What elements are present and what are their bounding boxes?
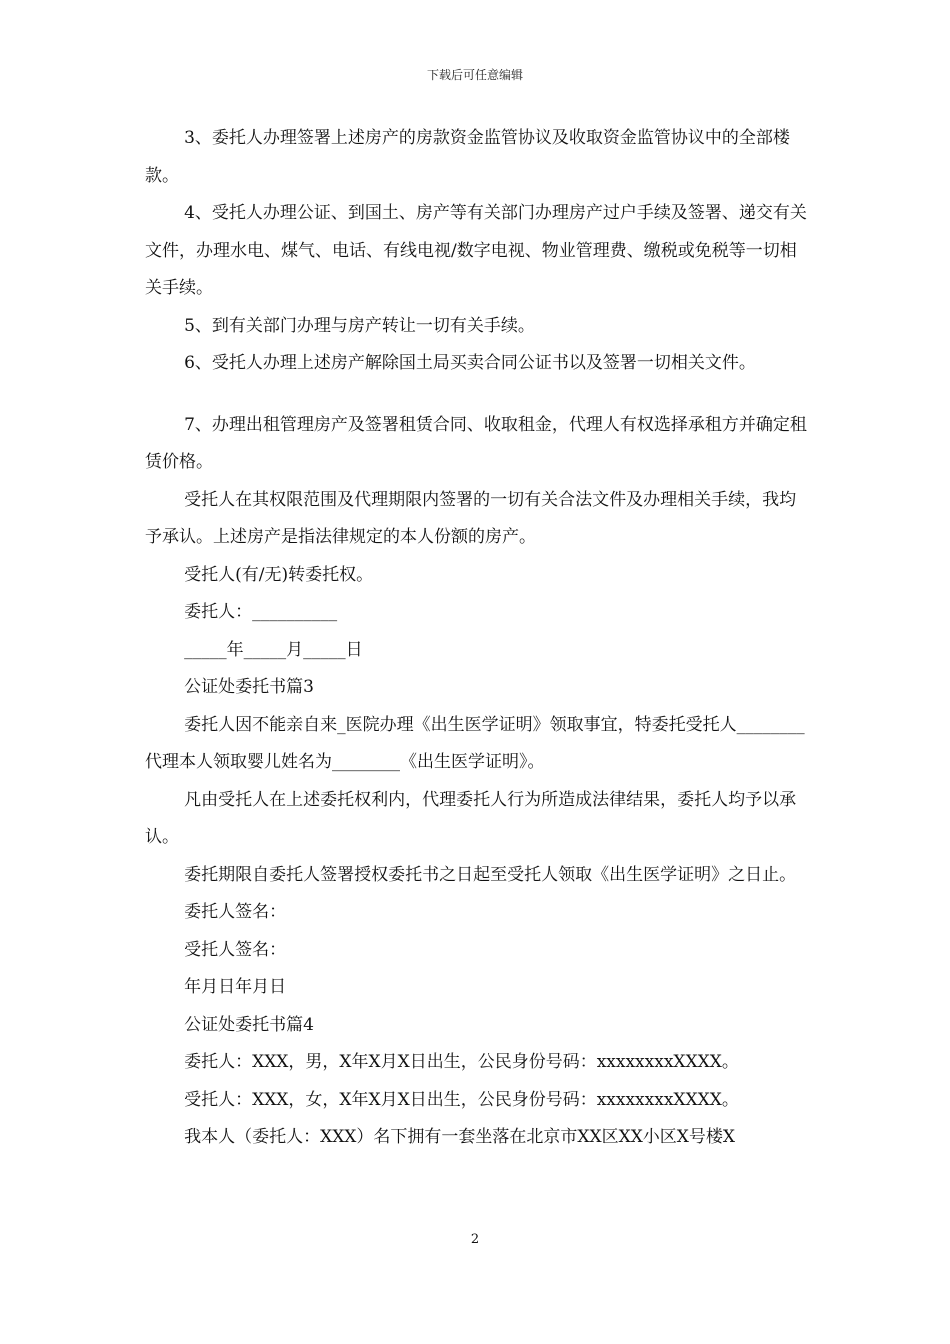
- paragraph-item-7: 7、办理出租管理房产及签署租赁合同、收取租金，代理人有权选择承租方并确定租赁价格。: [145, 414, 807, 472]
- section-title-4: 公证处委托书篇4: [184, 1014, 314, 1035]
- signature-agent: 受托人签名：: [184, 939, 287, 960]
- paragraph-item-6: 6、受托人办理上述房产解除国土局买卖合同公证书以及签署一切相关文件。: [184, 353, 756, 373]
- agent-info: 受托人：XXX，女，X年X月X日出生，公民身份号码：xxxxxxxxXXXX。: [184, 1089, 739, 1110]
- paragraph-item-5: 5、到有关部门办理与房产转让一切有关手续。: [184, 315, 535, 336]
- paragraph-property: 我本人（委托人：XXX）名下拥有一套坐落在北京市XX区XX小区X号楼X: [184, 1127, 736, 1147]
- date-line: _____年_____月_____日: [184, 639, 363, 660]
- paragraph-item-3: 3、委托人办理签署上述房产的房款资金监管协议及收取资金监管协议中的全部楼款。: [145, 128, 790, 186]
- paragraph-term: 委托期限自委托人签署授权委托书之日起至受托人领取《出生医学证明》之日止。: [184, 864, 797, 885]
- signature-line-principal: 委托人：__________: [184, 602, 338, 622]
- page-header: 下载后可任意编辑: [426, 68, 523, 82]
- paragraph-legal-consequence: 凡由受托人在上述委托权利内，代理委托人行为所造成法律结果，委托人均予以承认。: [145, 789, 797, 847]
- paragraph-birth-certificate: 委托人因不能亲自来_医院办理《出生医学证明》领取事宜，特委托受托人________代理本人领取婴儿姓名为________《出生医学证明》。: [145, 714, 805, 772]
- paragraph-gap: [145, 383, 813, 407]
- section-title-3: 公证处委托书篇3: [184, 677, 314, 697]
- paragraph-subdelegation: 受托人(有/无)转委托权。: [184, 564, 374, 585]
- paragraph-acknowledgement: 受托人在其权限范围及代理期限内签署的一切有关合法文件及办理相关手续，我均予承认。上述房产是指法律规定的本人份额的房产。: [145, 489, 797, 547]
- page-number: 2: [470, 1232, 480, 1247]
- paragraph-item-4: 4、受托人办理公证、到国土、房产等有关部门办理房产过户手续及签署、递交有关文件，办理水电、煤气、电话、有线电视/数字电视、物业管理费、缴税或免税等一切相关手续。: [145, 203, 807, 298]
- document-body: [145, 120, 813, 1157]
- signature-principal: 委托人签名：: [184, 902, 287, 922]
- principal-info: 委托人：XXX，男，X年X月X日出生，公民身份号码：xxxxxxxxXXXX。: [184, 1052, 739, 1072]
- date-line-double: 年月日年月日: [184, 977, 287, 997]
